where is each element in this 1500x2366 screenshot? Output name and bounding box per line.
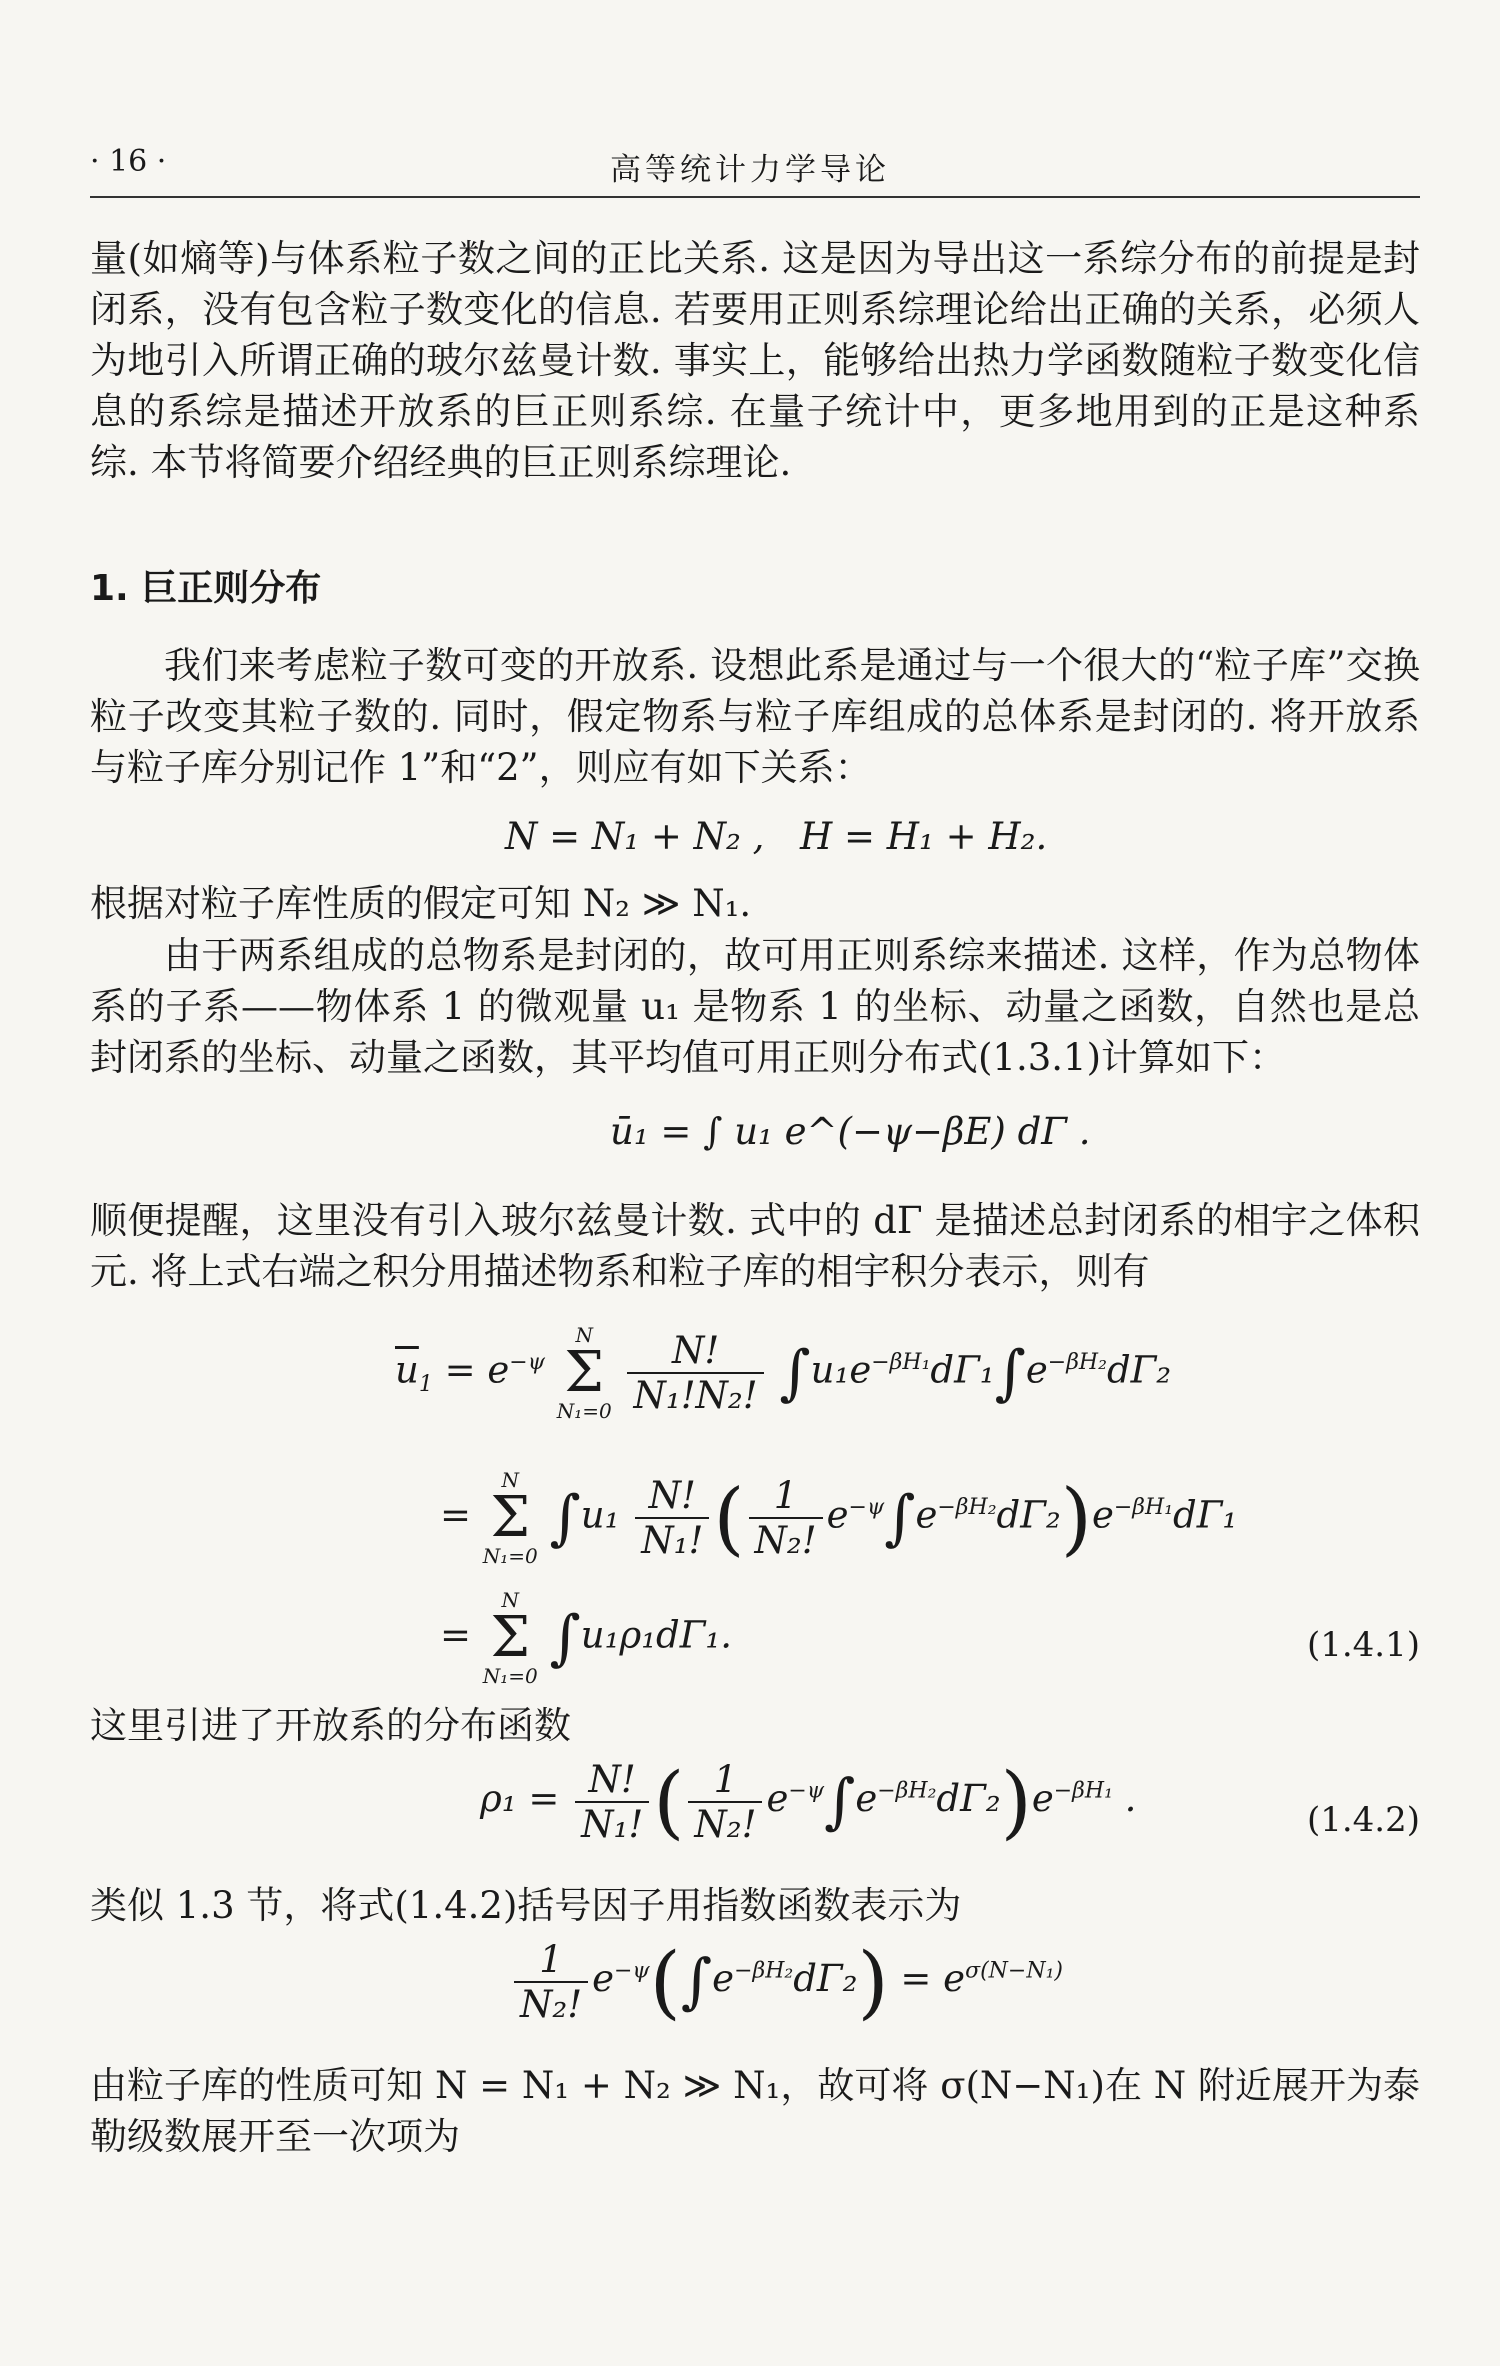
paragraph-remark: 顺便提醒，这里没有引入玻尔兹曼计数. 式中的 dΓ 是描述总封闭系的相宇之体积元. 将上式右端之积分用描述物系和粒子库的相宇积分表示，则有 <box>90 1199 1420 1293</box>
paragraph-distribution: 这里引进了开放系的分布函数 <box>90 1704 571 1747</box>
paragraph-taylor: 由粒子库的性质可知 N = N₁ + N₂ ≫ N₁，故可将 σ(N−N₁)在 N 附近展开为泰勒级数展开至一次项为 <box>90 2064 1420 2158</box>
equation-141-line2: = N Σ N₁=0 ∫u₁ $\frac{N!}{\text{N₁!}}$ ( $\frac{1}{\text{N₂!}}$ $e^{-\psi}\int e^{-\beta H_2}d\Gamma_2)e^{-\beta H_1}d\Gamma_1$ <box>440 1468 1238 1568</box>
paragraph-reservoir: 根据对粒子库性质的假定可知 N₂ ≫ N₁. <box>90 882 752 925</box>
equation-142: ρ₁ = $\frac{N!}{\text{N₁!}}$ ( $\frac{1}{\text{N₂!}}$ $e^{-\psi}\int e^{-\beta H_2}d\Gamma_2)e^{-\beta H_1}$ . <box>480 1755 1137 1848</box>
equation-141-line3: = N Σ N₁=0 ∫u₁ρ₁dΓ₁. <box>440 1588 732 1688</box>
equation-n-sum: N = N₁ + N₂ , <box>505 815 765 858</box>
equation-number-141: (1.4.1) <box>1306 1625 1420 1665</box>
equation-mean: ū₁ = ∫ u₁ e^(−ψ−βE) dΓ . <box>610 1110 1091 1153</box>
paragraph-intro: 量(如熵等)与体系粒子数之间的正比关系. 这是因为导出这一系综分布的前提是封闭系，没有包含粒子数变化的信息. 若要用正则系综理论给出正确的关系，必须人为地引入所谓正确的玻尔兹曼计数. 事实上，能够给出热力学函数随粒子数变化信息的系综是描述开放系的巨正则系综. 在量子统计中，更多地用到的正是这种系综. 本节将简要介绍经典的巨正则系综理论. <box>90 237 1420 484</box>
equation-sigma: $\frac{1}{\text{N₂!}}$ $e^{-\psi}(\int e^{-\beta H_2}d\Gamma_2) = e^{\sigma(N-N_1)}$ <box>510 1935 1063 2028</box>
equation-number-142: (1.4.2) <box>1306 1800 1420 1840</box>
page-header <box>90 140 1410 188</box>
header-rule <box>90 196 1420 198</box>
running-title: 高等统计力学导论 <box>610 152 890 188</box>
page-number: · 16 · <box>90 144 167 179</box>
paragraph-canonical: 由于两系组成的总物系是封闭的，故可用正则系综来描述. 这样，作为总物体系的子系——物体系 1 的微观量 u₁ 是物系 1 的坐标、动量之函数，自然也是总封闭系的坐标、动量之函数，其平均值可用正则分布式(1.3.1)计算如下： <box>90 934 1420 1079</box>
equation-141-line1: $\overline{u}_1 = e^{-\psi}$ N Σ N₁=0 $\frac{N!}{\text{N₁!N₂!}}$ $\int u_1e^{-\beta H_1}d\Gamma_1\int e^{-\beta H_2}d\Gamma_2$ <box>395 1323 1172 1423</box>
paragraph-exponential: 类似 1.3 节，将式(1.4.2)括号因子用指数函数表示为 <box>90 1884 962 1927</box>
equation-h-sum: H = H₁ + H₂. <box>800 815 1048 858</box>
paragraph-open-system: 我们来考虑粒子数可变的开放系. 设想此系是通过与一个很大的“粒子库”交换粒子改变其粒子数的. 同时，假定物系与粒子库组成的总体系是封闭的. 将开放系与粒子库分别记作 1”和“2”，则应有如下关系： <box>90 644 1420 789</box>
section-heading: 1. 巨正则分布 <box>90 568 322 609</box>
